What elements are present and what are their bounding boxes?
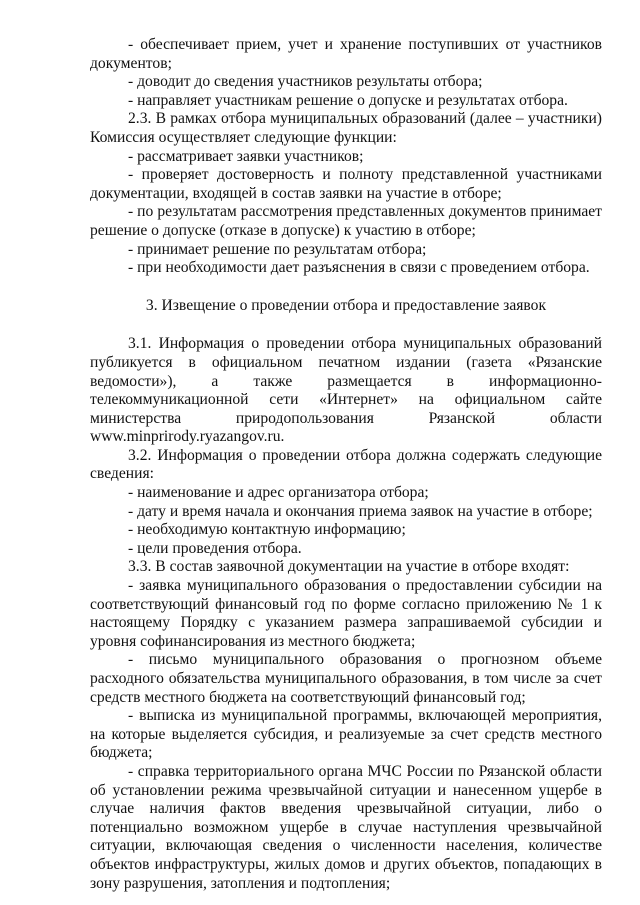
paragraph-3-1: 3.1. Информация о проведении отбора муниципальных образований публикуется в официальном печатном издании (газета «Рязанские ведомости»), а также размещается в информационно-телекоммуникационной сети «Интернет» на официальном сайте министерства природопользования Рязанской области www.minprirody.ryazangov.ru. (90, 335, 602, 446)
paragraph-3-2: 3.2. Информация о проведении отбора должна содержать следующие сведения: (90, 446, 602, 483)
list-item: - дату и время начала и окончания приема заявок на участие в отборе; (128, 502, 593, 520)
paragraph-2-3: 2.3. В рамках отбора муниципальных образований (далее – участники) Комиссия осуществляет следующие функции: (90, 110, 602, 146)
list-item: - выписка из муниципальной программы, включающей мероприятия, на которые выделяется субсидия, и реализуемые за счет средств местного бюджета; (90, 707, 602, 762)
list-item: - рассматривает заявки участников; (128, 147, 364, 165)
list-item: - наименование и адрес организатора отбора; (128, 484, 429, 502)
list-item: - доводит до сведения участников результаты отбора; (128, 73, 483, 91)
list-item: - проверяет достоверность и полноту представленной участниками документации, входящей в состав заявки на участие в отборе; (90, 166, 602, 202)
list-item: - необходимую контактную информацию; (128, 521, 406, 539)
list-item: - принимает решение по результатам отбора; (128, 240, 427, 258)
list-item: - обеспечивает прием, учет и хранение поступивших от участников документов; (90, 36, 602, 72)
list-item: - заявка муниципального образования о предоставлении субсидии на соответствующий финансовый год по форме согласно приложению № 1 к настоящему Порядку с указанием размера запрашиваемой субсидии и уровня софинансирования из местного бюджета; (90, 577, 602, 650)
section-heading: 3. Извещение о проведении отбора и предоставление заявок (145, 296, 547, 314)
list-item: - письмо муниципального образования о прогнозном объеме расходного обязательства муниципального образования, в том числе за счет средств местного бюджета на соответствующий финансовый год; (90, 651, 602, 706)
list-item: - при необходимости дает разъяснения в связи с проведением отбора. (128, 259, 590, 277)
list-item: - по результатам рассмотрения представленных документов принимает решение о допуске (отказе в допуске) к участию в отборе; (90, 203, 602, 239)
document-page (90, 36, 602, 893)
list-item: - справка территориального органа МЧС России по Рязанской области об установлении режима чрезвычайной ситуации и нанесенном ущербе в случае наличия фактов введения чрезвычайной ситуации, либо о потенциально возможном ущербе в случае наступления чрезвычайной ситуации, включающая сведения о численности населения, количестве объектов инфраструктуры, жилых домов и других объектов, попадающих в зону разрушения, затопления и подтопления; (90, 762, 602, 892)
list-item: - направляет участникам решение о допуске и результатах отбора. (128, 91, 568, 109)
paragraph-3-3: 3.3. В состав заявочной документации на участие в отборе входят: (128, 558, 570, 576)
list-item: - цели проведения отбора. (128, 539, 302, 557)
